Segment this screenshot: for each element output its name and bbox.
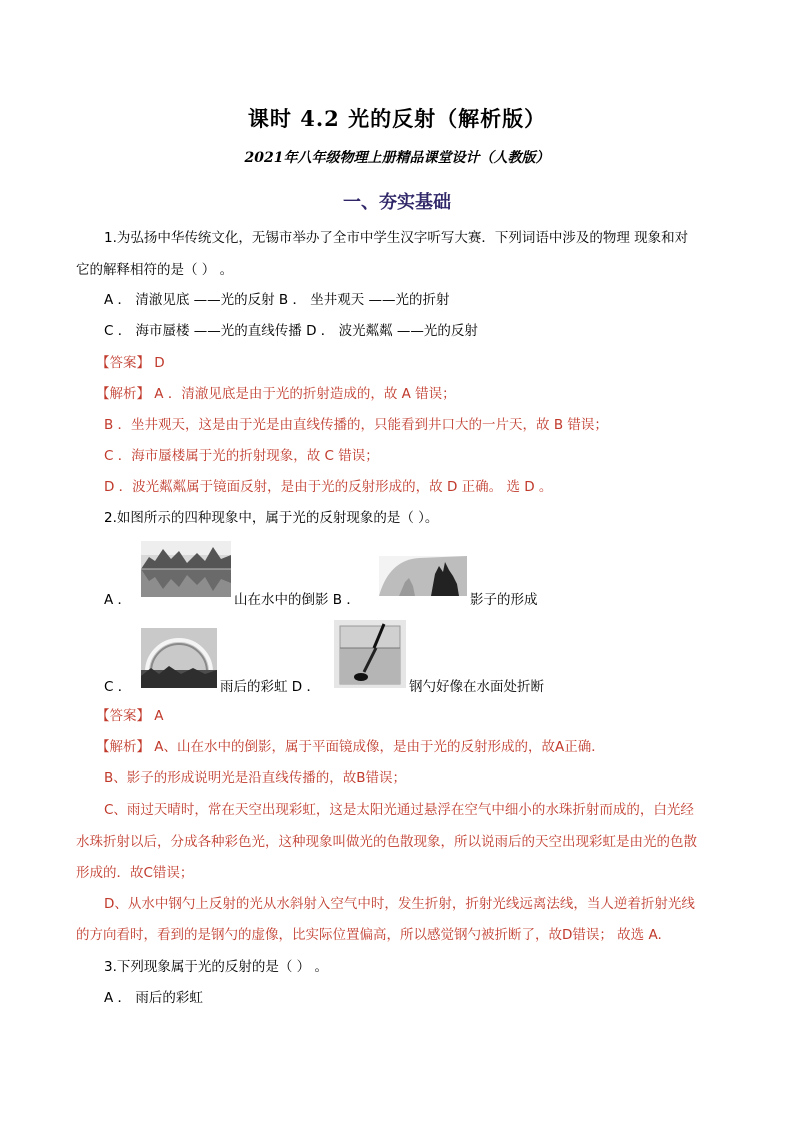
q1-analysis-c: C ．海市蜃楼属于光的折射现象，故 C 错误；: [104, 448, 379, 464]
q1-stem-line2: 它的解释相符的是（ ） 。: [76, 262, 234, 278]
spoon-in-water-image: [334, 620, 406, 688]
analysis-text: A、山在水中的倒影，属于平面镜成像，是由于光的反射形成的，故A正确．: [154, 739, 605, 755]
q3-option-a: A ． 雨后的彩虹: [104, 990, 203, 1006]
q2-option-c-text: 雨后的彩虹 D ．: [220, 679, 320, 695]
q3-stem: 3.下列现象属于光的反射的是（ ） 。: [104, 959, 328, 975]
q2-analysis-a: [96, 739, 605, 755]
q2-option-d-text: 钢勺好像在水面处折断: [409, 679, 544, 695]
q1-analysis-a: [96, 386, 456, 402]
q2-option-a-text: 山在水中的倒影 B ．: [234, 592, 360, 608]
analysis-text: A ．清澈见底是由于光的折射造成的，故 A 错误；: [154, 386, 456, 402]
q2-option-c-prefix: C ．: [104, 679, 132, 695]
q1-stem-line1: 1.为弘扬中华传统文化，无锡市举办了全市中学生汉字听写大赛．下列词语中涉及的物理 现象和对: [104, 230, 689, 246]
q2-analysis-c3: 形成的．故C错误；: [76, 865, 194, 881]
q2-analysis-c1: C、雨过天晴时，常在天空出现彩虹，这是太阳光通过悬浮在空气中细小的水珠折射而成的，白光经: [104, 802, 694, 818]
q2-stem: 2.如图所示的四种现象中，属于光的反射现象的是（ ）。: [104, 510, 439, 526]
rainbow-image: [141, 628, 217, 688]
analysis-label: 【解析】: [96, 386, 150, 402]
q2-analysis-b: B、影子的形成说明光是沿直线传播的，故B错误；: [104, 770, 407, 786]
q1-analysis-b: B ．坐井观天，这是由于光是由直线传播的，只能看到井口大的一片天，故 B 错误；: [104, 417, 608, 433]
q1-option-ab: A ． 清澈见底 ——光的反射 B ． 坐井观天 ——光的折射: [104, 292, 450, 308]
q1-analysis-d: D ．波光粼粼属于镜面反射，是由于光的反射形成的，故 D 正确。 选 D 。: [104, 479, 553, 495]
page-title: 课时 4.2 光的反射（解析版）: [247, 106, 547, 131]
q2-analysis-d2: 的方向看时，看到的是钢勺的虚像，比实际位置偏高，所以感觉钢勺被折断了，故D错误； 故选 A.: [76, 927, 662, 943]
answer-value: D: [154, 355, 165, 371]
page-subtitle: 2021年八年级物理上册精品课堂设计（人教版）: [244, 150, 550, 166]
answer-label: 【答案】: [96, 708, 150, 724]
q2-analysis-d1: D、从水中钢勺上反射的光从水斜射入空气中时，发生折射，折射光线远离法线，当人逆着折射光线: [104, 896, 695, 912]
answer-label: 【答案】: [96, 355, 150, 371]
q1-answer: [96, 355, 165, 371]
mountain-reflection-image: [141, 541, 231, 597]
section-heading: 一、夯实基础: [343, 192, 451, 213]
analysis-label: 【解析】: [96, 739, 150, 755]
hand-shadow-image: [379, 556, 467, 596]
q1-option-cd: C ． 海市蜃楼 ——光的直线传播 D ． 波光粼粼 ——光的反射: [104, 323, 478, 339]
q2-answer: [96, 708, 164, 724]
q2-option-a-prefix: A ．: [104, 592, 132, 608]
q2-option-b-text: 影子的形成: [470, 592, 538, 608]
answer-value: A: [154, 708, 164, 724]
q2-analysis-c2: 水珠折射以后，分成各种彩色光，这种现象叫做光的色散现象，所以说雨后的天空出现彩虹是由光的色散: [76, 834, 697, 850]
